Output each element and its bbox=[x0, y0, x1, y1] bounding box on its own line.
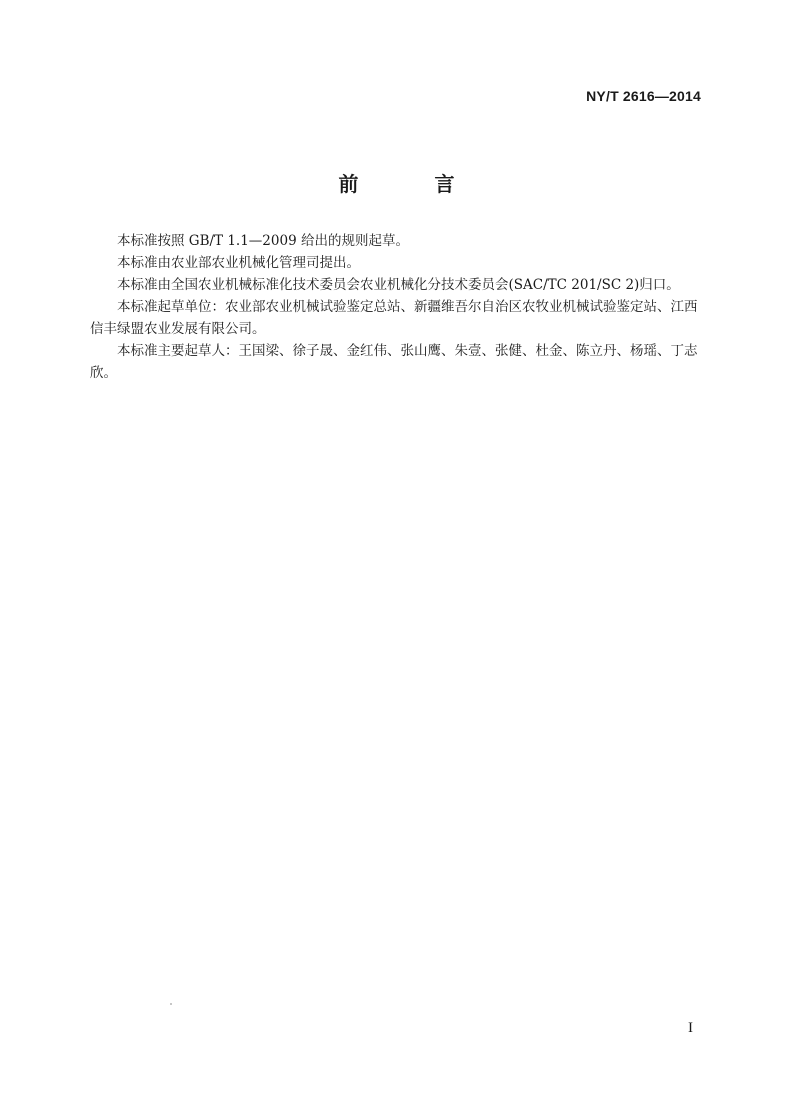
foreword-body bbox=[90, 230, 710, 384]
standard-code: NY/T 2616—2014 bbox=[586, 88, 701, 104]
scan-speck bbox=[170, 1003, 172, 1005]
paragraph-drafting-units: 本标准起草单位：农业部农业机械试验鉴定总站、新疆维吾尔自治区农牧业机械试验鉴定站、江西信丰绿盟农业发展有限公司。 bbox=[90, 299, 698, 337]
paragraph-drafting-rules: 本标准按照 GB/T 1.1—2009 给出的规则起草。 bbox=[117, 233, 409, 249]
page-number: I bbox=[688, 1020, 693, 1036]
paragraph-technical-committee: 本标准由全国农业机械标准化技术委员会农业机械化分技术委员会(SAC/TC 201/SC 2)归口。 bbox=[117, 277, 680, 293]
paragraph-proposer: 本标准由农业部农业机械化管理司提出。 bbox=[117, 255, 360, 271]
paragraph-drafters: 本标准主要起草人：王国梁、徐子晟、金红伟、张山鹰、朱壹、张健、杜金、陈立丹、杨瑶、丁志欣。 bbox=[90, 343, 698, 381]
page-title: 前 言 bbox=[338, 172, 483, 196]
